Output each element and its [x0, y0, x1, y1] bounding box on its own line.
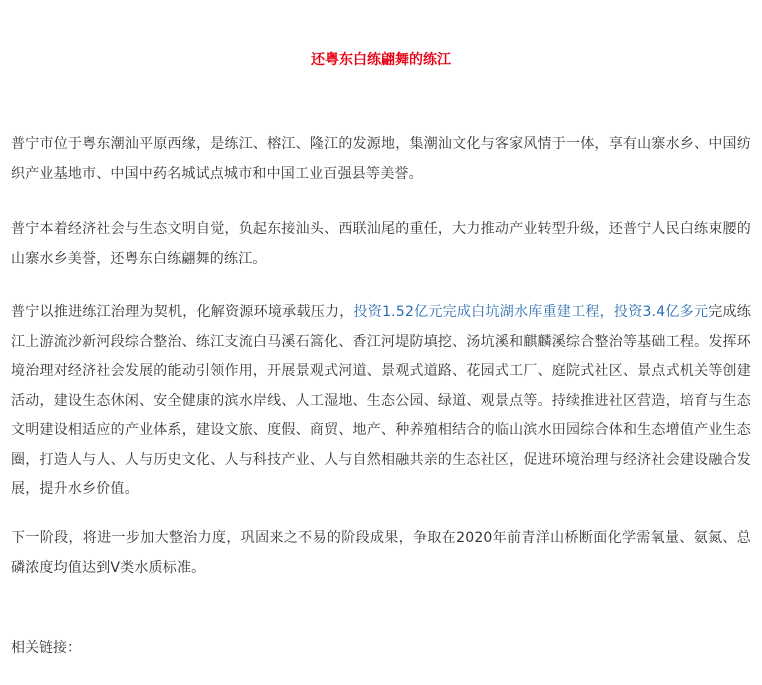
paragraph-governance-rest: 完成练江上游流沙新河段综合整治、练江支流白马溪石篙化、香江河堤防填挖、汤坑溪和麒麟溪综合整治等基础工程。发挥环境治理对经济社会发展的能动引领作用，开展景观式河道、景观式道路、花园式工厂、庭院式社区、景点式机关等创建活动，建设生态休闲、安全健康的滨水岸线、人工湿地、生态公园、绿道、观景点等。持续推进社区营造，培育与生态文明建设相适应的产业体系，建设文旅、度假、商贸、地产、种养殖相结合的临山滨水田园综合体和生态增值产业生态圈，打造人与人、人与历史文化、人与科技产业、人与自然相融共亲的生态社区，促进环境治理与经济社会建设融合发展，提升水乡价值。: [11, 304, 751, 497]
article-title: 还粤东白练翩舞的练江: [311, 52, 451, 68]
paragraph-governance: [11, 298, 751, 505]
paragraph-governance-intro: 普宁以推进练江治理为契机，化解资源环境承载压力，: [11, 304, 354, 320]
paragraph-mission: 普宁本着经济社会与生态文明自觉，负起东接汕头、西联汕尾的重任，大力推动产业转型升级，还普宁人民白练束腰的山寨水乡美誉，还粤东白练翩舞的练江。: [11, 221, 751, 267]
investment-highlight: 投资1.52亿元完成白坑湖水库重建工程，投资3.4亿多元: [353, 304, 709, 320]
related-links-label: 相关链接：: [11, 640, 81, 656]
paragraph-intro: 普宁市位于粤东潮汕平原西缘，是练江、榕江、隆江的发源地，集潮汕文化与客家风情于一体，享有山寨水乡、中国纺织产业基地市、中国中药名城试点城市和中国工业百强县等美誉。: [11, 136, 751, 182]
paragraph-next-stage: 下一阶段，将进一步加大整治力度，巩固来之不易的阶段成果，争取在2020年前青洋山桥断面化学需氧量、氨氮、总磷浓度均值达到Ⅴ类水质标准。: [11, 530, 751, 576]
